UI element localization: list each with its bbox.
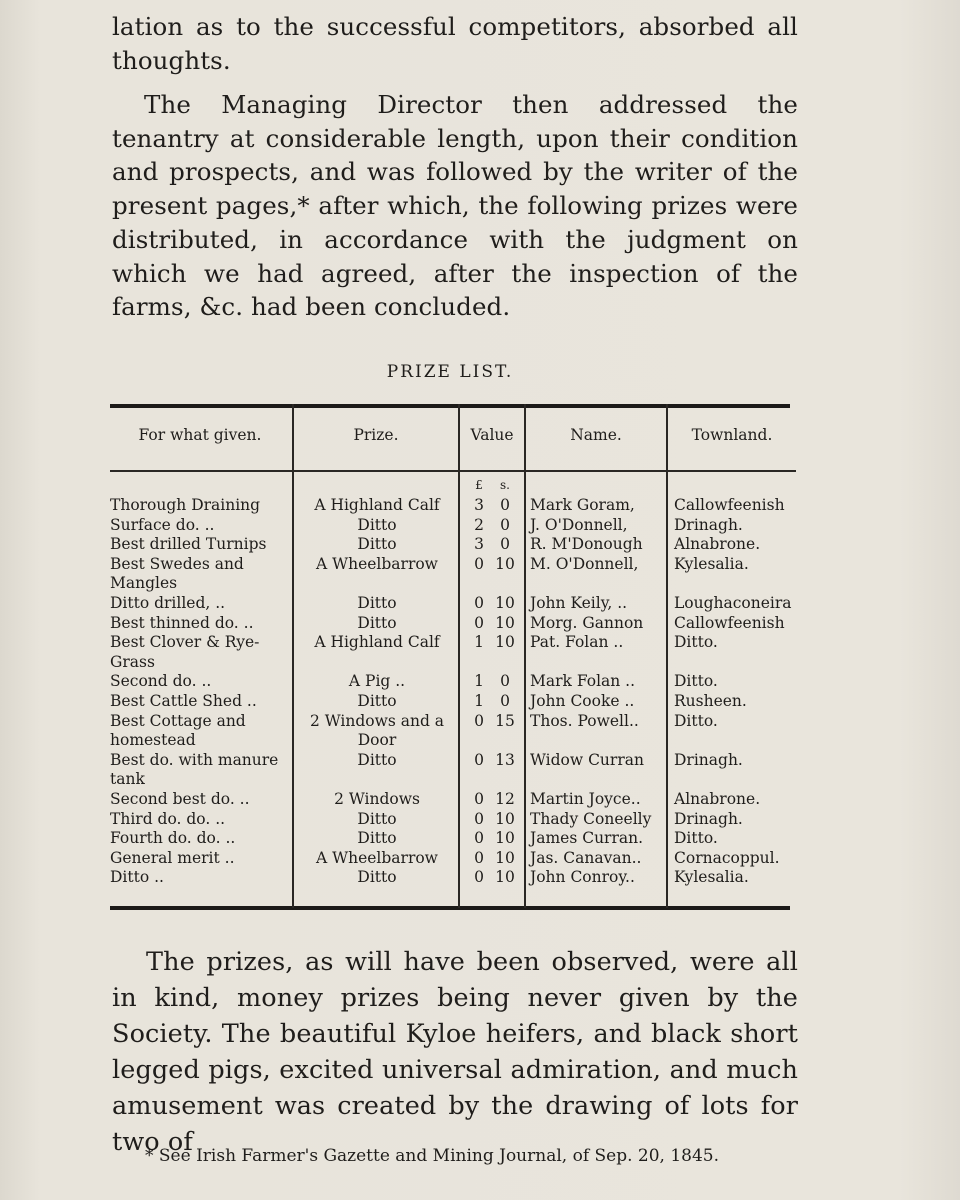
table-row (110, 614, 800, 634)
cell-townland: Ditto. (674, 711, 718, 730)
table-row (110, 810, 800, 830)
cell-prize: A Pig .. (348, 672, 406, 691)
cell-for-what-given: Surface do. .. (110, 515, 215, 534)
cell-for-what-given: Best drilled Turnips (110, 535, 267, 554)
cell-value-shillings: 10 (495, 633, 515, 652)
cell-value-shillings: 0 (500, 515, 510, 534)
table-row (110, 633, 800, 672)
cell-name: Martin Joyce.. (530, 789, 641, 808)
cell-value-shillings: 0 (500, 672, 510, 691)
cell-value-shillings: 10 (495, 848, 515, 867)
units-row (110, 480, 800, 496)
cell-name: John Cooke .. (530, 691, 635, 710)
cell-for-what-given: Best Swedes and Mangles (110, 554, 244, 593)
cell-for-what-given: Thorough Draining (110, 496, 261, 514)
cell-name: Mark Goram, (530, 496, 635, 514)
cell-prize: Ditto (357, 515, 397, 534)
cell-name: Mark Folan .. (530, 672, 636, 691)
cell-prize: Ditto (357, 809, 397, 828)
cell-townland: Alnabrone. (674, 535, 761, 554)
cell-value-shillings: 10 (495, 809, 515, 828)
table-row (110, 535, 800, 555)
table-top-rule (110, 404, 790, 408)
footnote: * See Irish Farmer's Gazette and Mining Journal, of Sep. 20, 1845. (145, 1146, 720, 1166)
cell-value-shillings: 0 (500, 691, 510, 710)
header-townland: Townland. (691, 426, 773, 444)
cell-value-shillings: 10 (495, 613, 515, 632)
cell-value-shillings: 0 (500, 535, 510, 554)
cell-prize: 2 Windows (334, 789, 420, 808)
cell-townland: Ditto. (674, 633, 718, 652)
cell-for-what-given: Fourth do. do. .. (110, 829, 236, 848)
cell-prize: Ditto (357, 593, 397, 612)
table-bottom-rule (110, 906, 790, 910)
cell-townland: Drinagh. (674, 750, 743, 769)
cell-value-pounds: 0 (474, 789, 484, 808)
cell-townland: Drinagh. (674, 809, 743, 828)
cell-for-what-given: Best do. with manure tank (110, 750, 279, 789)
table-row (110, 712, 800, 751)
cell-value-pounds: 0 (474, 593, 484, 612)
cell-value-pounds: 0 (474, 613, 484, 632)
table-title: PRIZE LIST. (386, 362, 514, 382)
cell-prize: 2 Windows and a Door (309, 711, 445, 750)
cell-prize: Ditto (357, 868, 397, 887)
table-row (110, 555, 800, 594)
cell-prize: A Wheelbarrow (316, 554, 438, 573)
table-row (110, 849, 800, 869)
cell-prize: A Wheelbarrow (316, 848, 438, 867)
cell-townland: Loughaconeira (674, 593, 792, 612)
cell-townland: Kylesalia. (674, 868, 749, 887)
cell-prize: A Highland Calf (314, 633, 440, 652)
cell-value-pounds: 0 (474, 750, 484, 769)
cell-value-shillings: 13 (495, 750, 515, 769)
cell-name: John Conroy.. (530, 868, 635, 887)
cell-name: R. M'Donough (530, 535, 643, 554)
cell-value-pounds: 1 (474, 633, 484, 652)
cell-townland: Drinagh. (674, 515, 743, 534)
cell-for-what-given: General merit .. (110, 848, 235, 867)
cell-for-what-given: Best Cattle Shed .. (110, 691, 257, 710)
cell-value-pounds: 0 (474, 554, 484, 573)
cell-value-pounds: 1 (474, 691, 484, 710)
cell-prize: Ditto (357, 613, 397, 632)
cell-townland: Alnabrone. (674, 789, 761, 808)
table-row (110, 790, 800, 810)
cell-name: John Keily, .. (530, 593, 628, 612)
cell-name: Morg. Gannon (530, 613, 644, 632)
cell-for-what-given: Ditto drilled, .. (110, 593, 226, 612)
cell-townland: Cornacoppul. (674, 848, 780, 867)
table-row (110, 868, 800, 888)
header-prize: Prize. (353, 426, 399, 444)
cell-prize: Ditto (357, 750, 397, 769)
cell-townland: Callowfeenish (674, 496, 785, 514)
cell-value-shillings: 10 (495, 593, 515, 612)
cell-for-what-given: Third do. do. .. (110, 809, 226, 828)
cell-name: Thady Coneelly (530, 809, 652, 828)
cell-for-what-given: Best Clover & Rye-Grass (110, 633, 260, 671)
cell-name: Thos. Powell.. (530, 711, 639, 730)
cell-value-pounds: 0 (474, 868, 484, 887)
cell-townland: Ditto. (674, 672, 718, 691)
cell-prize: Ditto (357, 829, 397, 848)
cell-value-pounds: 3 (474, 496, 484, 514)
cell-value-shillings: 10 (495, 868, 515, 887)
cell-townland: Callowfeenish (674, 613, 785, 632)
header-value: Value (470, 426, 514, 444)
table-header-rule (110, 470, 796, 472)
header-for-what-given: For what given. (138, 426, 262, 444)
header-name: Name. (570, 426, 622, 444)
table-row (110, 829, 800, 849)
cell-value-pounds: 0 (474, 848, 484, 867)
cell-value-shillings: 10 (495, 829, 515, 848)
cell-name: Pat. Folan .. (530, 633, 624, 652)
cell-value-pounds: 3 (474, 535, 484, 554)
cell-for-what-given: Second best do. .. (110, 789, 250, 808)
table-row (110, 751, 800, 790)
cell-townland: Kylesalia. (674, 554, 749, 573)
cell-for-what-given: Second do. .. (110, 672, 212, 691)
shillings-unit: s. (500, 478, 510, 492)
table-row (110, 516, 800, 536)
cell-name: J. O'Donnell, (530, 515, 628, 534)
cell-prize: Ditto (357, 691, 397, 710)
cell-value-shillings: 10 (495, 554, 515, 573)
cell-value-pounds: 0 (474, 711, 484, 730)
cell-value-pounds: 0 (474, 809, 484, 828)
cell-name: Widow Curran (530, 750, 644, 769)
cell-townland: Rusheen. (674, 691, 747, 710)
cell-prize: A Highland Calf (314, 496, 440, 514)
table-row (110, 594, 800, 614)
table-row (110, 496, 800, 516)
prize-table-body (110, 480, 800, 888)
pounds-unit: £ (475, 478, 483, 492)
cell-name: James Curran. (530, 829, 644, 848)
cell-value-shillings: 12 (495, 789, 515, 808)
table-row (110, 672, 800, 692)
cell-for-what-given: Ditto .. (110, 868, 164, 887)
cell-for-what-given: Best thinned do. .. (110, 613, 254, 632)
cell-value-pounds: 0 (474, 829, 484, 848)
paragraph-continuation: lation as to the successful competitors, absorbed all thoughts. (112, 12, 798, 75)
cell-name: M. O'Donnell, (530, 554, 639, 573)
cell-name: Jas. Canavan.. (530, 848, 642, 867)
cell-value-shillings: 0 (500, 496, 510, 514)
paragraph-prizes-in-kind: The prizes, as will have been observed, were all in kind, money prizes being never given by the Society. The beautiful Kyloe heifers, and black short legged pigs, excited universal admiration, and much amusement was created by the drawing of lots for two of (112, 947, 798, 1157)
cell-for-what-given: Best Cottage and homestead (110, 711, 246, 750)
cell-value-pounds: 2 (474, 515, 484, 534)
cell-value-shillings: 15 (495, 711, 515, 730)
cell-prize: Ditto (357, 535, 397, 554)
table-row (110, 692, 800, 712)
cell-value-pounds: 1 (474, 672, 484, 691)
paragraph-managing-director: The Managing Director then addressed the tenantry at considerable length, upon their condition and prospects, and was followed by the writer of the present pages,* after which, the following prizes were distributed, in accordance with the judgment on which we had agreed, after the inspection of the farms, &c. had been concluded. (112, 90, 798, 322)
cell-townland: Ditto. (674, 829, 718, 848)
